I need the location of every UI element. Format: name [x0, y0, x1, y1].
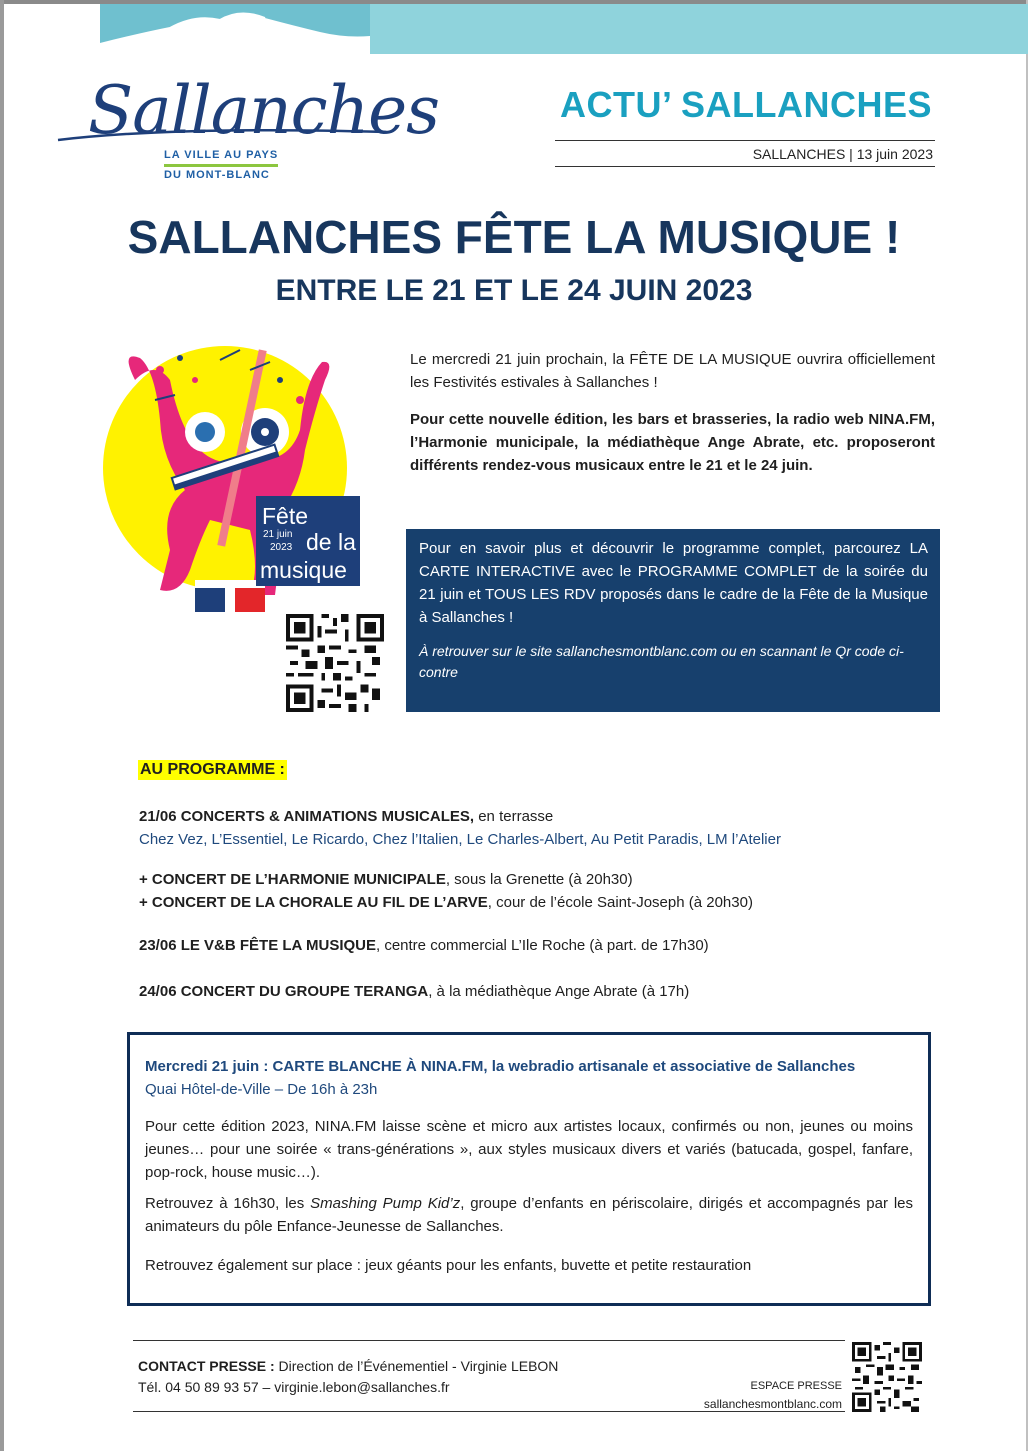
nina-location: Quai Hôtel-de-Ville – De 16h à 23h: [145, 1081, 378, 1098]
nina-paragraph-2: [145, 1192, 913, 1238]
programme-item-5-title: 24/06 CONCERT DU GROUPE TERANGA: [139, 983, 429, 1000]
nina-heading: Mercredi 21 juin : CARTE BLANCHE À NINA.FM, la webradio artisanale et associative de Sallanches: [145, 1058, 856, 1075]
logo-wordmark: Sallanches: [88, 72, 440, 149]
header-rule-bottom: [555, 166, 935, 167]
qr-code-press[interactable]: [852, 1342, 922, 1412]
logo-tagline-1: LA VILLE AU PAYS: [164, 149, 279, 161]
dateline: SALLANCHES | 13 juin 2023: [752, 146, 933, 162]
programme-item-2-title: + CONCERT DE L’HARMONIE MUNICIPALE: [139, 871, 446, 888]
programme-item-1-venues: Chez Vez, L’Essentiel, Le Ricardo, Chez l’Italien, Le Charles-Albert, Au Petit Paradis, LM l’Atelier: [139, 831, 781, 848]
intro-text: [410, 348, 935, 491]
info-box-text: Pour en savoir plus et découvrir le programme complet, parcourez LA CARTE INTERACTIVE avec le PROGRAMME COMPLET de la soirée du 21 juin et TOUS LES RDV proposés dans le cadre de la Fête de la Musique à Sallanches !: [419, 540, 928, 626]
press-site-link[interactable]: sallanchesmontblanc.com: [703, 1397, 842, 1411]
poster-illustration-icon: [100, 340, 370, 620]
publication-title: ACTU’ SALLANCHES: [559, 84, 932, 125]
city-logo: [56, 72, 440, 187]
programme-item-2-detail: , sous la Grenette (à 20h30): [445, 871, 633, 888]
qr-code-icon: [852, 1342, 922, 1412]
programme-item-3-detail: , cour de l’école Saint-Joseph (à 20h30): [487, 894, 753, 911]
programme-item-23-06: [139, 934, 939, 957]
poster-line-3: musique: [260, 557, 347, 583]
nina-paragraph-2-end: , groupe d’enfants en périscolaire, dirigés et accompagnés par les animateurs du pôle Enfance-Jeunesse de Sallanches.: [145, 1195, 913, 1235]
poster-line-1: Fête: [262, 503, 309, 529]
poster-date-1: 21 juin: [263, 529, 293, 540]
qr-code-icon: [286, 614, 384, 712]
press-space-label: ESPACE PRESSE: [750, 1380, 842, 1392]
programme-item-concerts: [139, 868, 939, 914]
fete-musique-poster: [100, 340, 370, 620]
contact-name: Direction de l’Événementiel - Virginie LEBON: [274, 1358, 559, 1374]
qr-code-programme[interactable]: [286, 614, 384, 712]
programme-label: AU PROGRAMME :: [140, 761, 285, 778]
contact-label: CONTACT PRESSE :: [138, 1358, 275, 1374]
programme-item-24-06: [139, 980, 939, 1003]
programme-item-21-06: [139, 805, 939, 851]
intro-paragraph-1: Le mercredi 21 juin prochain, la FÊTE DE LA MUSIQUE ouvrira officiellement les Festivités estivales à Sallanches !: [410, 351, 935, 391]
page-title: SALLANCHES FÊTE LA MUSIQUE !: [127, 211, 901, 263]
nina-paragraph-2-start: Retrouvez à 16h30, les: [145, 1195, 311, 1212]
nina-paragraph-3: Retrouvez également sur place : jeux géants pour les enfants, buvette et petite restauration: [145, 1257, 752, 1274]
press-contact: [138, 1356, 558, 1398]
header-rule-top: [555, 140, 935, 141]
programme-item-4-detail: , centre commercial L’Ile Roche (à part. de 17h30): [376, 937, 709, 954]
footer-rule-bottom: [133, 1411, 845, 1412]
nina-fm-box: [127, 1032, 931, 1306]
nina-paragraph-1: Pour cette édition 2023, NINA.FM laisse scène et micro aux artistes locaux, confirmés ou non, jeunes ou moins jeunes… pour une soirée « trans-générations », aux styles musicaux divers et variés (batucada, gospel, fanfare, pop-rock, house music…).: [145, 1118, 913, 1181]
nina-group-name: Smashing Pump Kid’z: [310, 1195, 461, 1212]
logo-tagline-2: DU MONT-BLANC: [164, 169, 270, 181]
programme-item-1-title: 21/06 CONCERTS & ANIMATIONS MUSICALES,: [139, 808, 475, 825]
logo-green-rule: [164, 164, 278, 167]
programme-item-4-title: 23/06 LE V&B FÊTE LA MUSIQUE: [139, 937, 376, 954]
programme-item-5-detail: , à la médiathèque Ange Abrate (à 17h): [428, 983, 690, 1000]
programme-item-3-title: + CONCERT DE LA CHORALE AU FIL DE L’ARVE: [139, 894, 488, 911]
intro-paragraph-2: Pour cette nouvelle édition, les bars et brasseries, la radio web NINA.FM, l’Harmonie municipale, la médiathèque Ange Abrate, etc. proposeront différents rendez-vous musicaux entre le 21 et le 24 juin.: [410, 411, 935, 474]
info-box-italic: À retrouver sur le site sallanchesmontblanc.com ou en scannant le Qr code ci-contre: [419, 643, 904, 680]
programme-item-1-detail: en terrasse: [474, 808, 554, 825]
contact-phone-email: Tél. 04 50 89 93 57 – virginie.lebon@sallanches.fr: [138, 1379, 450, 1395]
poster-line-2: de la: [306, 529, 356, 555]
mountain-icon: [100, 4, 370, 54]
footer-rule-top: [133, 1340, 845, 1341]
mountain-band: [100, 4, 370, 54]
poster-date-2: 2023: [270, 542, 293, 553]
page-subtitle: ENTRE LE 21 ET LE 24 JUIN 2023: [275, 274, 753, 307]
interactive-map-info-box: [406, 529, 940, 712]
